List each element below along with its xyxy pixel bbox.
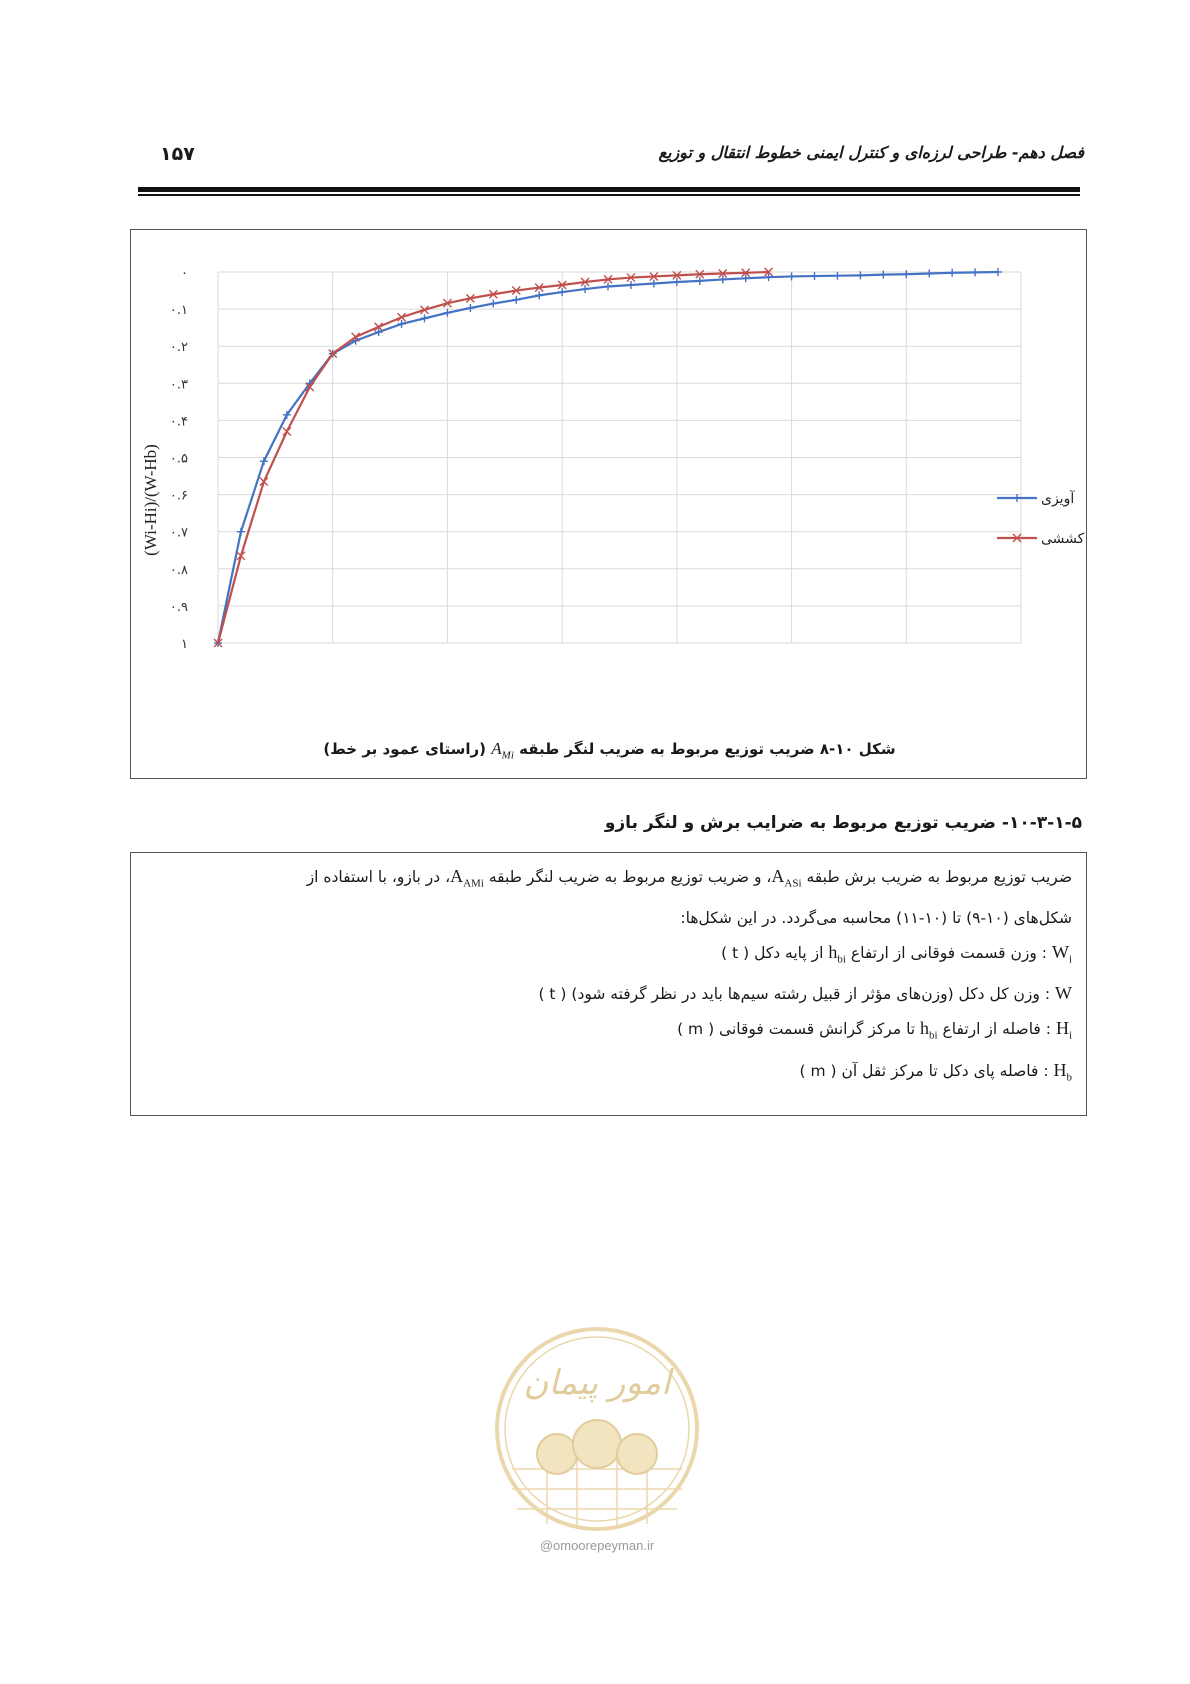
y-tick-labels (170, 266, 188, 652)
data-point (971, 268, 979, 276)
variable-hi: $H_i$ : فاصله از ارتفاع $h_{bi}$ تا مرکز گرانش قسمت فوقانی ( m ) (677, 1018, 1072, 1042)
data-point (237, 528, 245, 536)
y-tick-label: ۰.۷ (169, 525, 188, 541)
data-point (650, 280, 658, 288)
data-point (398, 320, 406, 328)
data-point (788, 272, 796, 280)
legend-entry (997, 531, 1085, 547)
data-point (466, 304, 474, 312)
y-tick-label: ۰.۹ (169, 599, 188, 615)
data-point (558, 288, 566, 296)
data-point (856, 271, 864, 279)
y-tick-label: ۱ (181, 637, 188, 652)
data-point (581, 285, 589, 293)
y-tick-label: ۰ (181, 266, 188, 281)
paragraph-2: شکل‌های (۱۰-۹) تا (۱۰-۱۱) محاسبه می‌گردد. در این شکل‌ها: (680, 908, 1072, 927)
variable-w: W : وزن کل دکل (وزن‌های مؤثر از قبیل رشته سیم‌ها باید در نظر گرفته شود) ( t ) (538, 983, 1072, 1004)
variable-wi: $W_i$ : وزن قسمت فوقانی از ارتفاع $h_{bi}$ از پایه دکل ( t ) (721, 941, 1072, 966)
svg-text:امور پیمان: امور پیمان (523, 1363, 671, 1403)
data-point (925, 269, 933, 277)
data-point (673, 278, 681, 286)
y-tick-label: ۰.۶ (169, 488, 188, 504)
chart-grid (218, 272, 1021, 643)
caption-prefix: شکل ۱۰-۸ ضریب توزیع مربوط به ضریب لنگر طبقه (519, 740, 896, 758)
header-rule-thick (138, 187, 1080, 192)
y-tick-label: ۰.۱ (169, 303, 188, 319)
section-heading: ۱۰-۳-۱-۵- ضریب توزیع مربوط به ضرایب برش و لنگر بازو (604, 813, 1082, 833)
y-tick-label: ۰.۴ (169, 414, 188, 430)
figure-caption (131, 739, 1088, 761)
legend (997, 490, 1085, 547)
y-tick-label: ۰.۵ (169, 451, 188, 467)
legend-label: آویزی (1041, 491, 1075, 507)
legend-label: کششی (1041, 531, 1085, 547)
data-point (604, 282, 612, 290)
page-number: ۱۵۷ (160, 143, 195, 165)
data-point (902, 270, 910, 278)
data-point (994, 268, 1002, 276)
definitions-box (130, 852, 1087, 1116)
data-point (948, 269, 956, 277)
data-point (283, 428, 291, 436)
figure-box (130, 229, 1087, 779)
data-point (420, 314, 428, 322)
data-point (260, 457, 268, 465)
header-rule-thin (138, 194, 1080, 196)
data-point (443, 309, 451, 317)
watermark-logo (487, 1319, 707, 1549)
y-tick-label: ۰.۸ (169, 562, 188, 578)
chart (131, 230, 1088, 730)
y-tick-label: ۰.۲ (169, 340, 188, 356)
paragraph-1: ضریب توزیع مربوط به ضریب برش طبقه $A_{ASi}،$ و ضریب توزیع مربوط به ضریب لنگر طبقه $A_{AMi}،$ در بازو، با استفاده از (306, 866, 1072, 890)
y-axis-label: (Wi-Hi)/(W-Hb) (141, 444, 160, 556)
watermark-url: @omoorepeyman.ir (539, 1538, 655, 1553)
caption-suffix: (راستای عمود بر خط) (323, 740, 487, 758)
data-point (627, 281, 635, 289)
legend-entry (997, 490, 1075, 507)
data-point (696, 277, 704, 285)
variable-hb: $H_b$ : فاصله پای دکل تا مرکز ثقل آن ( m ) (799, 1059, 1072, 1084)
y-tick-label: ۰.۳ (169, 377, 188, 393)
data-point (535, 291, 543, 299)
data-point (489, 300, 497, 308)
caption-symbol: $A_{Mi}$ (491, 739, 514, 762)
chapter-title: فصل دهم- طراحی لرزه‌ای و کنترل ایمنی خطوط انتقال و توزیع (658, 143, 1084, 162)
data-point (833, 272, 841, 280)
data-point (512, 296, 520, 304)
data-point (811, 272, 819, 280)
